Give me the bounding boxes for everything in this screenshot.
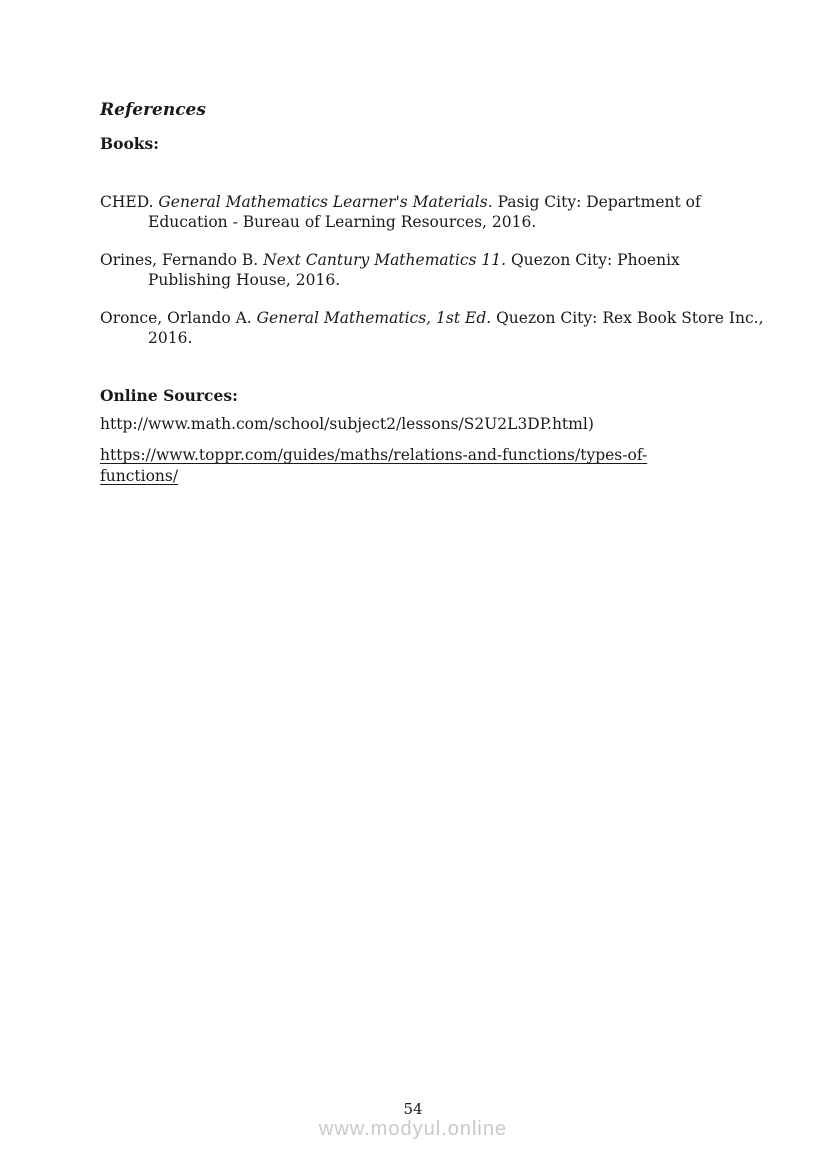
toppr-link-line-1: https://www.toppr.com/guides/maths/relations-and-functions/types-of- xyxy=(100,446,648,464)
ref-publisher: Quezon City: Phoenix xyxy=(506,251,680,269)
page-number: 54 xyxy=(403,1100,423,1118)
ref-publisher: Pasig City: Department of xyxy=(492,193,701,211)
references-heading: References xyxy=(100,100,206,120)
books-section-heading: Books: xyxy=(100,134,159,153)
toppr-hyperlink[interactable] xyxy=(100,445,745,487)
reference-line-1 xyxy=(100,192,745,212)
toppr-link-line-2: functions/ xyxy=(100,467,179,485)
ref-author: Oronce, Orlando A. xyxy=(100,309,257,327)
ref-author: CHED. xyxy=(100,193,159,211)
reference-line-2: 2016. xyxy=(148,329,193,347)
ref-title: Next Cantury Mathematics 11. xyxy=(263,251,507,269)
reference-line-1 xyxy=(100,250,745,270)
ref-publisher: Quezon City: Rex Book Store Inc., xyxy=(491,309,764,327)
reference-line-2: Education - Bureau of Learning Resources, 2016. xyxy=(148,213,537,231)
page-content xyxy=(100,99,764,487)
online-sources-heading: Online Sources: xyxy=(100,386,238,405)
watermark: www.modyul.online xyxy=(318,1118,508,1140)
ref-title: General Mathematics Learner's Materials. xyxy=(158,193,493,211)
reference-line-1 xyxy=(100,308,764,328)
reference-entry-orines xyxy=(100,250,745,290)
ref-title: General Mathematics, 1st Ed. xyxy=(256,309,492,327)
ref-author: Orines, Fernando B. xyxy=(100,251,264,269)
reference-line-2: Publishing House, 2016. xyxy=(148,271,341,289)
math-com-url-text: http://www.math.com/school/subject2/lessons/S2U2L3DP.html) xyxy=(100,415,594,433)
reference-entry-oronce xyxy=(100,308,764,348)
reference-entry-ched xyxy=(100,192,745,232)
